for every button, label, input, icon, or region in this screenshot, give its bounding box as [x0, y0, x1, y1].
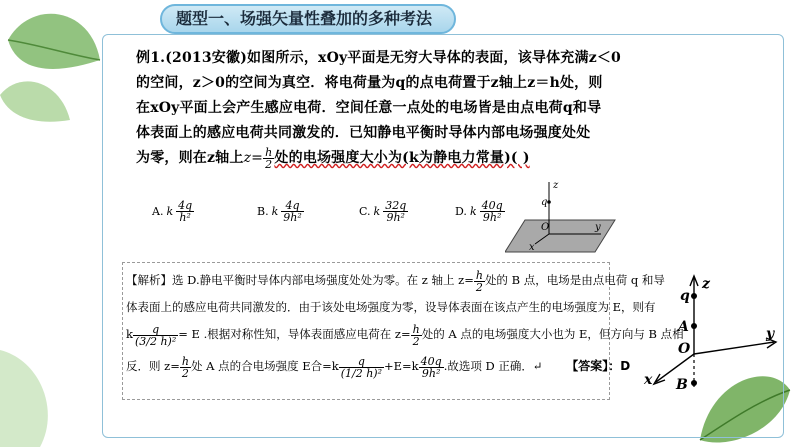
rfig-label-a: A	[678, 319, 689, 335]
answer-label: 【答案】：D	[566, 359, 631, 373]
rfig-label-q: q	[680, 288, 690, 304]
section-title: 题型一、场强矢量性叠加的多种考法	[160, 4, 456, 34]
option-b[interactable]: B. k $\frac{4q}{\text{9h²}}$	[257, 199, 302, 224]
fig-label-y: y	[595, 222, 601, 233]
leaf-top-left-decoration	[0, 0, 110, 130]
rfig-label-o: O	[678, 341, 691, 357]
question-line-5: 为零，则在z轴上z= $\frac{h}{2}$ 处的电场强度大小为(k为静电力常量)( )	[136, 145, 530, 171]
fig-label-o: O	[541, 222, 550, 233]
question-line-4: 体表面上的感应电荷共同激发的．已知静电平衡时导体内部电场强度处处	[136, 125, 591, 141]
question-figure	[505, 178, 620, 256]
question-text	[136, 46, 622, 171]
option-c[interactable]: C. k $\frac{32q}{\text{9h²}}$	[359, 199, 407, 224]
fig-label-q: q	[541, 197, 548, 208]
leaf-bottom-left-decoration	[0, 330, 70, 447]
question-ask: 处的电场强度大小为(k为静电力常量)( )	[274, 150, 530, 166]
rfig-label-b: B	[676, 377, 688, 393]
analysis-text	[126, 264, 684, 382]
option-a[interactable]: A. k $\frac{4q}{\text{h²}}$	[152, 199, 193, 224]
fig-label-x: x	[529, 242, 535, 253]
option-d[interactable]: D. k $\frac{40q}{\text{9h²}}$	[455, 199, 503, 224]
fig-label-z: z	[553, 180, 559, 191]
question-line-3: 在xOy平面上会产生感应电荷．空间任意一点处的电场皆是由点电荷q和导	[136, 100, 602, 116]
question-line-2: 的空间，z＞0的空间为真空．将电荷量为q的点电荷置于z轴上z＝h处，则	[136, 75, 603, 91]
analysis-line-3: k $\frac{q}{\text{(3/2 h)²}}$ = E .根据对称性知，导体表面感应电荷在 z= $\frac{h}{2}$ 处的 A 点的电场强度大小也为 E，但方向与 B 点相	[126, 322, 684, 348]
fraction-h-over-2: $\frac{h}{2}$	[265, 145, 273, 171]
analysis-line-4: 反．则 z= $\frac{h}{2}$ 处 A 点的合电场强度 E合=k $\frac{q}{\text{(1/2 h)²}}$ +E=k $\frac{40q}{\text{9h²}}$ .故选项 D 正确．↵ 【答案】：D	[126, 354, 631, 380]
rfig-label-y: y	[766, 326, 775, 342]
rfig-label-z: z	[702, 276, 710, 292]
analysis-line-2: 体表面上的感应电荷共同激发的．由于该处电场强度为零，设导体表面在该点产生的电场强度为 E，则有	[126, 300, 656, 314]
analysis-figure	[630, 268, 790, 400]
analysis-line-1: 【解析】选 D.静电平衡时导体内部电场强度处处为零。在 z 轴上 z= $\frac{h}{2}$ 处的 B 点，电场是由点电荷 q 和导	[126, 268, 665, 294]
question-line-1: 例1.(2013安徽)如图所示，xOy平面是无穷大导体的表面，该导体充满z＜0	[136, 50, 621, 66]
rfig-label-x: x	[644, 372, 653, 388]
